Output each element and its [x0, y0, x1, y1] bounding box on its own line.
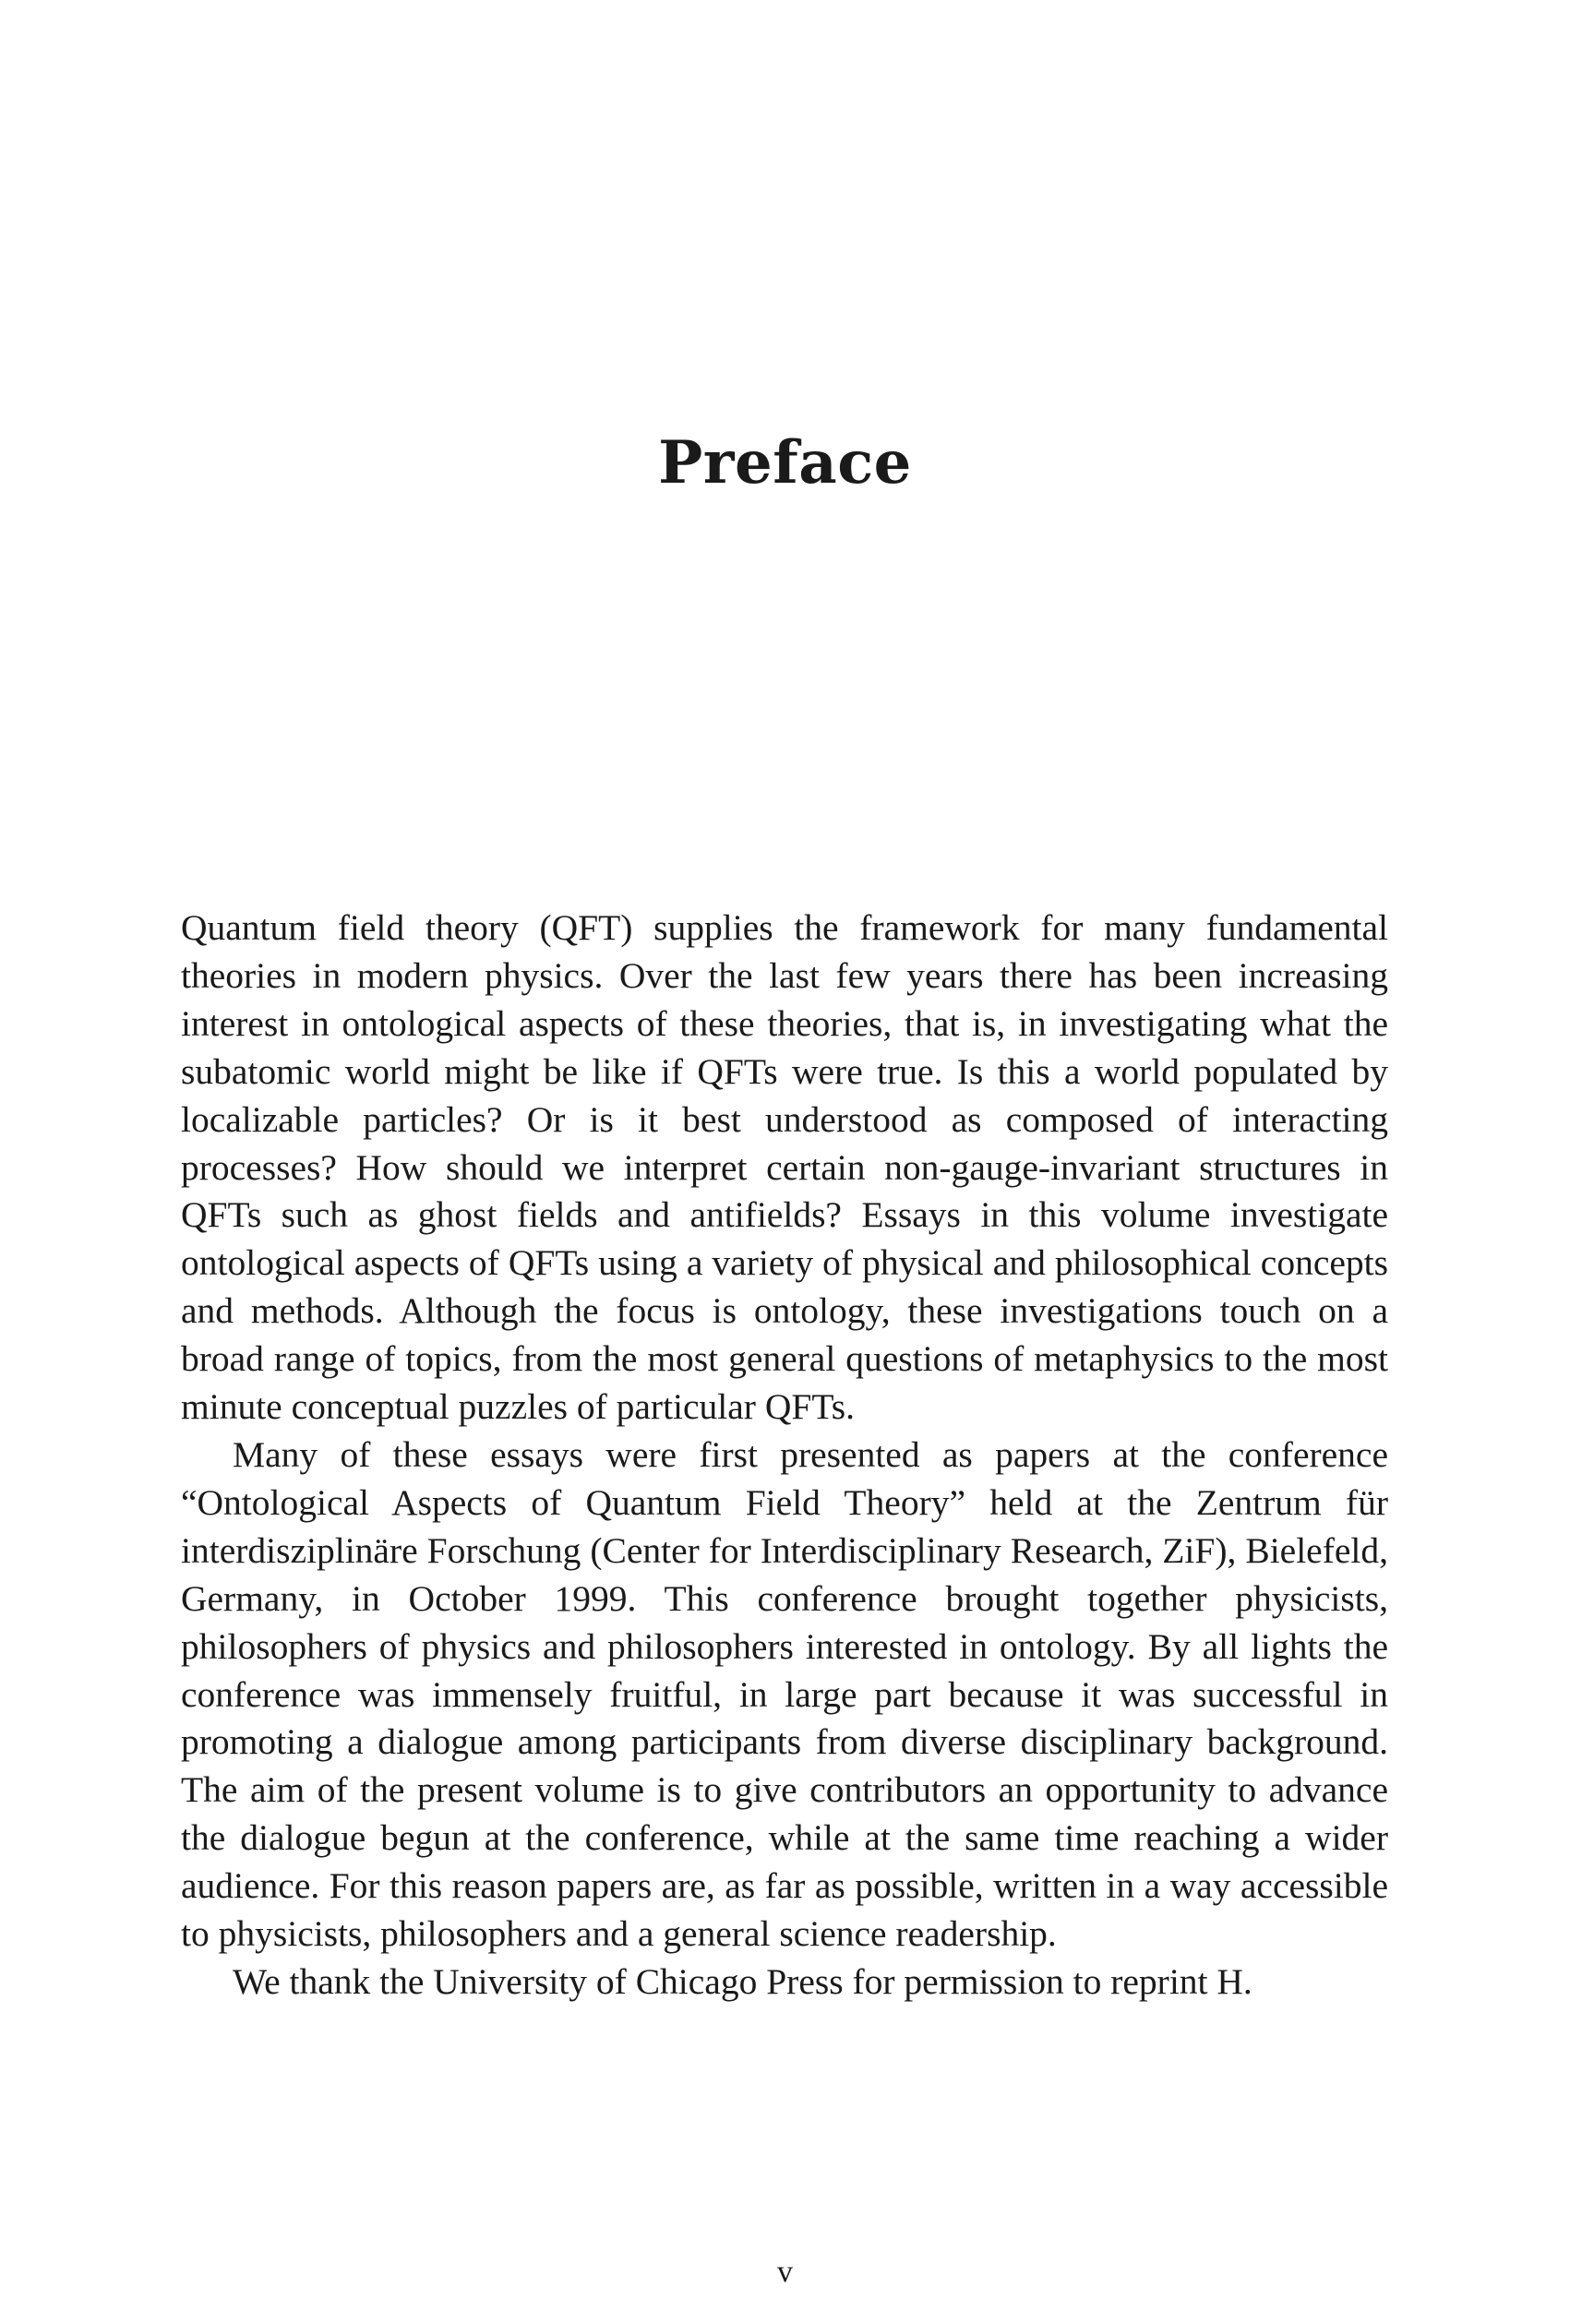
chapter-title: Preface [658, 428, 912, 497]
page-number: v [777, 2255, 793, 2289]
preface-body [181, 904, 1388, 2007]
paragraph-2: Many of these essays were first presented as papers at the conference “Ontological Aspects of Quantum Field Theory” held at the Zentrum für interdisziplinäre Forschung (Center for Interdisciplinary Research, ZiF), Bielefeld, Germany, in October 1999. This conference brought together physicists, philosophers of physics and philosophers interested in ontology. By all lights the conference was immensely fruitful, in large part because it was successful in promoting a dialogue among participants from diverse disciplinary background. The aim of the present volume is to give contributors an opportunity to advance the dialogue begun at the conference, while at the same time reaching a wider audience. For this reason papers are, as far as possible, written in a way accessible to physicists, philosophers and a general science readership. [181, 1433, 1388, 1955]
paragraph-3: We thank the University of Chicago Press for permission to reprint H. [233, 1960, 1252, 2002]
paragraph-1: Quantum field theory (QFT) supplies the framework for many fundamental theories in modern physics. Over the last few years there has been increasing interest in ontological aspects of these theories, that is, in investigating what the subatomic world might be like if QFTs were true. Is this a world populated by localizable particles? Or is it best understood as composed of interacting processes? How should we interpret certain non-gauge-invariant structures in QFTs such as ghost fields and antifields? Essays in this volume investigate ontological aspects of QFTs using a variety of physical and philosophical concepts and methods. Although the focus is ontology, these investigations touch on a broad range of topics, from the most general questions of metaphysics to the most minute conceptual puzzles of particular QFTs. [181, 907, 1388, 1428]
